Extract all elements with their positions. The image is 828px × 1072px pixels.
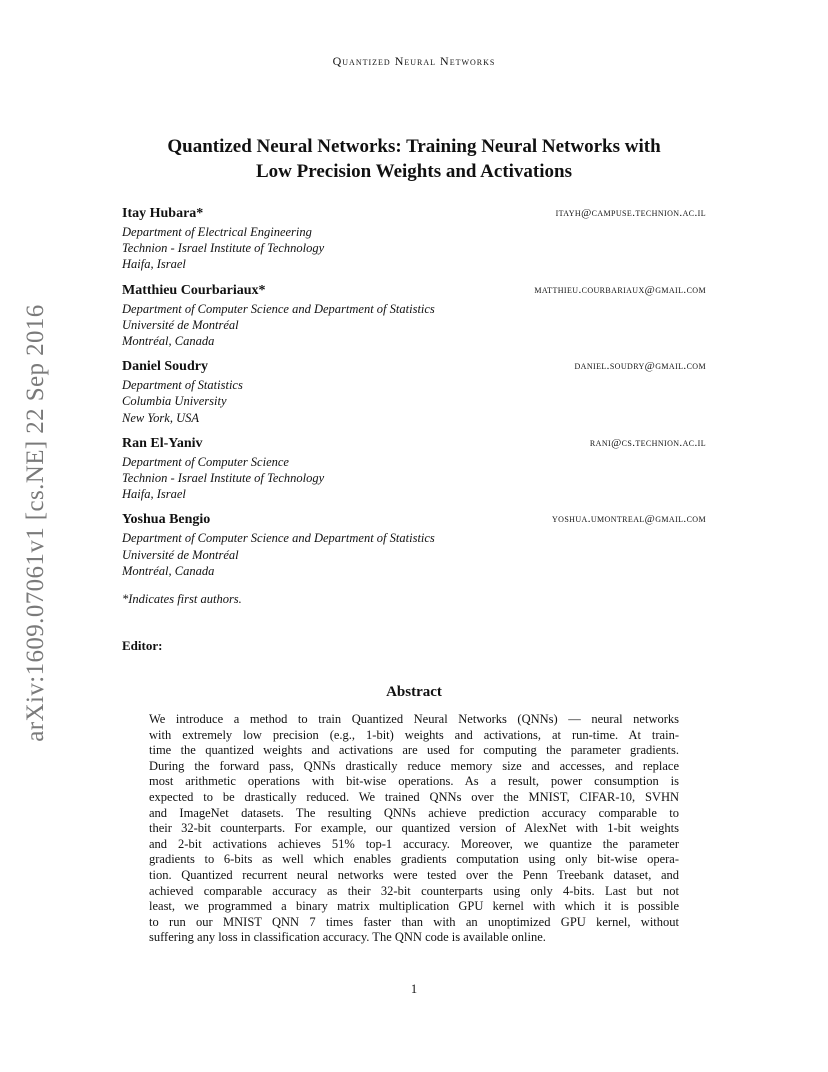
abstract-body — [149, 712, 679, 946]
abstract-line: least, we programmed a binary matrix multiplication GPU kernel with which it is possible — [149, 899, 679, 914]
author-email: matthieu.courbariaux@gmail.com — [534, 283, 706, 296]
affiliation-line: Montréal, Canada — [122, 334, 215, 349]
first-authors-note: *Indicates first authors. — [122, 592, 242, 606]
affiliation-line: Department of Computer Science — [122, 454, 289, 469]
abstract-line: tion. Quantized recurrent neural networks were tested over the Penn Treebank dataset, and — [149, 867, 679, 882]
abstract-line: their 32-bit counterparts. For example, our quantized version of AlexNet with 1-bit weights — [149, 821, 679, 836]
abstract-line: most arithmetic operations with bit-wise operations. As a result, power consumption is — [149, 774, 679, 789]
author-email: yoshua.umontreal@gmail.com — [551, 513, 706, 526]
abstract-line: to run our MNIST QNN 7 times faster than with an unoptimized GPU kernel, without — [149, 914, 679, 929]
affiliation-line: New York, USA — [122, 410, 199, 425]
author-block — [122, 283, 706, 350]
author-block — [122, 436, 706, 503]
abstract-line: time the quantized weights and activations are used for computing the parameter gradients. — [149, 743, 679, 758]
affiliation-line: Department of Electrical Engineering — [122, 225, 312, 239]
abstract-line: We introduce a method to train Quantized Neural Networks (QNNs) — neural networks — [149, 712, 679, 726]
page-number: 1 — [410, 982, 418, 996]
affiliation-line: Columbia University — [122, 394, 227, 409]
abstract-line: and ImageNet datasets. The resulting QNNs achieve prediction accuracy comparable to — [149, 805, 679, 820]
author-block — [122, 206, 706, 273]
abstract-line: During the forward pass, QNNs drastically reduce memory size and accesses, and replace — [149, 758, 679, 773]
editor-label: Editor: — [122, 638, 163, 653]
author-name: Daniel Soudry — [122, 359, 208, 375]
affiliation-line: Haifa, Israel — [122, 487, 186, 502]
affiliation-line: Technion - Israel Institute of Technology — [122, 471, 325, 486]
author-block — [122, 359, 706, 426]
affiliation-line: Department of Statistics — [122, 378, 243, 393]
title-line: Quantized Neural Networks: Training Neural Networks with — [167, 136, 661, 157]
affiliation-line: Montréal, Canada — [122, 563, 215, 578]
affiliation-line: Université de Montréal — [122, 317, 239, 332]
running-head: Quantized Neural Networks — [332, 54, 496, 68]
affiliation-line: Université de Montréal — [122, 547, 239, 562]
abstract-line: expected to be drastically reduced. We trained QNNs over the MNIST, CIFAR-10, SVHN — [149, 789, 679, 804]
author-list — [122, 206, 706, 589]
abstract-line: suffering any loss in classification accuracy. The QNN code is available online. — [149, 930, 546, 945]
abstract-line: gradients to 6-bits as well which enables gradients computation using only bit-wise opera- — [149, 852, 679, 867]
author-name: Matthieu Courbariaux* — [122, 282, 266, 298]
affiliation-line: Department of Computer Science and Department of Statistics — [122, 531, 435, 546]
author-name: Yoshua Bengio — [122, 512, 211, 528]
abstract-line: with extremely low precision (e.g., 1-bit) weights and activations, at run-time. At train- — [149, 727, 679, 742]
abstract-line: and 2-bit activations achieves 51% top-1 accuracy. Moreover, we quantize the parameter — [149, 836, 679, 851]
paper-title — [100, 134, 728, 184]
author-block — [122, 512, 706, 579]
author-name: Ran El-Yaniv — [122, 435, 203, 451]
affiliation-line: Department of Computer Science and Department of Statistics — [122, 301, 435, 316]
affiliation-line: Technion - Israel Institute of Technology — [122, 241, 325, 256]
affiliation-line: Haifa, Israel — [122, 257, 186, 272]
abstract-heading: Abstract — [386, 684, 442, 700]
arxiv-stamp: arXiv:1609.07061v1 [cs.NE] 22 Sep 2016 — [22, 304, 49, 742]
author-email: itayh@campuse.technion.ac.il — [555, 207, 706, 219]
title-line: Low Precision Weights and Activations — [256, 161, 572, 182]
abstract-line: achieved comparable accuracy as their 32-bit counterparts using only 4-bits. Last but not — [149, 883, 679, 898]
author-email: daniel.soudry@gmail.com — [574, 360, 706, 373]
author-name: Itay Hubara* — [122, 206, 204, 221]
author-email: rani@cs.technion.ac.il — [589, 436, 706, 449]
